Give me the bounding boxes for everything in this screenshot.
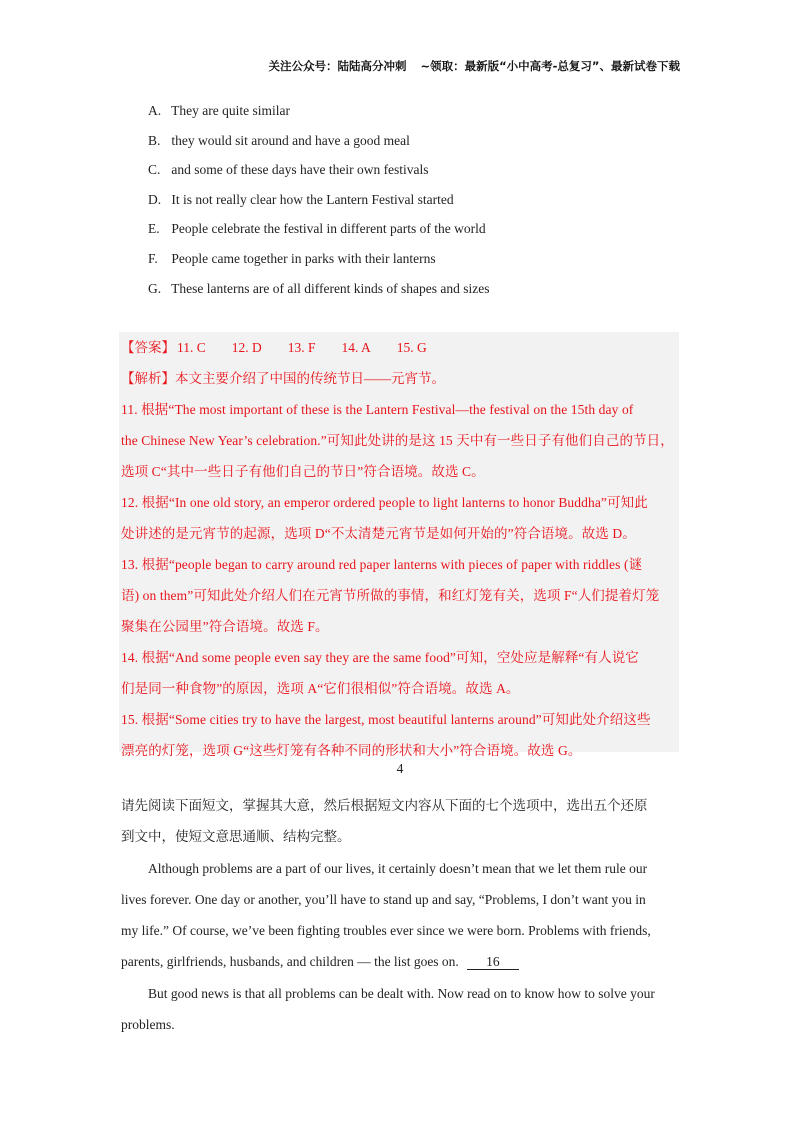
answer-item: 13. F [287, 340, 316, 355]
answer-analysis-box [119, 332, 679, 758]
analysis-line: 15. 根据“Some cities try to have the largest, most beautiful lanterns around”可知此处介绍这些 [121, 712, 651, 727]
answer-label: 【答案】 [121, 340, 175, 355]
paragraph-line: parents, girlfriends, husbands, and children — the list goes on. 16 [121, 946, 681, 977]
answer-item: 14. A [341, 340, 371, 355]
analysis-label: 【解析】 [121, 371, 175, 386]
paragraph-line: But good news is that all problems can be dealt with. Now read on to know how to solve your [148, 985, 655, 1001]
instruction-line: 请先阅读下面短文，掌握其大意，然后根据短文内容从下面的七个选项中，选出五个还原 [121, 798, 648, 813]
page-number: 4 [396, 761, 404, 776]
analysis-line: 11. 根据“The most important of these is the Lantern Festival—the festival on the 15th day of [121, 402, 634, 417]
answer-item: 11. C [177, 340, 206, 355]
reading-passage [121, 790, 681, 1040]
header-right-text: ~领取：最新版“小中高考-总复习”、最新试卷下载 [420, 59, 680, 73]
option-f: F. People came together in parks with their lanterns [148, 250, 436, 266]
header-left-text: 关注公众号：陆陆高分冲刺 [268, 59, 407, 73]
analysis-intro: 【解析】本文主要介绍了中国的传统节日——元宵节。 [121, 371, 445, 386]
options-list [148, 96, 708, 303]
analysis-line: 13. 根据“people began to carry around red paper lanterns with pieces of paper with riddles (谜 [121, 557, 643, 572]
analysis-line: 漂亮的灯笼，选项 G“这些灯笼有各种不同的形状和大小”符合语境。故选 G。 [121, 743, 582, 758]
option-c: C. and some of these days have their own festivals [148, 162, 429, 178]
analysis-line: 选项 C“其中一些日子有他们自己的节日”符合语境。故选 C。 [121, 464, 485, 479]
option-a: A. They are quite similar [148, 103, 290, 118]
paragraph-line: problems. [121, 1017, 175, 1033]
option-d: D. It is not really clear how the Lantern Festival started [148, 191, 454, 207]
analysis-line: 14. 根据“And some people even say they are the same food”可知，空处应是解释“有人说它 [121, 650, 639, 665]
answer-row [119, 332, 679, 363]
option-b: B. they would sit around and have a good meal [148, 132, 410, 148]
paragraph-line: Although problems are a part of our lives, it certainly doesn’t mean that we let them rule our [148, 860, 648, 876]
analysis-line: 们是同一种食物”的原因，选项 A“它们很相似”符合语境。故选 A。 [121, 681, 520, 696]
page-header [268, 58, 680, 74]
analysis-line: 12. 根据“In one old story, an emperor ordered people to light lanterns to honor Buddha”可知此 [121, 495, 648, 510]
paragraph-line: my life.” Of course, we’ve been fighting troubles ever since we were born. Problems with friends, [121, 923, 651, 939]
analysis-line: 语) on them”可知此处介绍人们在元宵节所做的事情，和红灯笼有关，选项 F“人们提着灯笼 [121, 588, 660, 603]
blank-16: 16 [467, 955, 519, 970]
answer-item: 12. D [231, 340, 262, 355]
paragraph-line: lives forever. One day or another, you’ll have to stand up and say, “Problems, I don’t want you in [121, 891, 646, 907]
analysis-line: the Chinese New Year’s celebration.”可知此处讲的是这 15 天中有一些日子有他们自己的节日， [121, 433, 674, 448]
option-g: G. These lanterns are of all different kinds of shapes and sizes [148, 280, 490, 296]
instruction-line: 到文中，使短文意思通顺、结构完整。 [121, 829, 351, 845]
analysis-line: 处讲述的是元宵节的起源，选项 D“不太清楚元宵节是如何开始的”符合语境。故选 D。 [121, 526, 636, 541]
analysis-line: 聚集在公园里”符合语境。故选 F。 [121, 619, 329, 634]
answer-item: 15. G [396, 340, 427, 355]
option-e: E. People celebrate the festival in different parts of the world [148, 221, 486, 237]
